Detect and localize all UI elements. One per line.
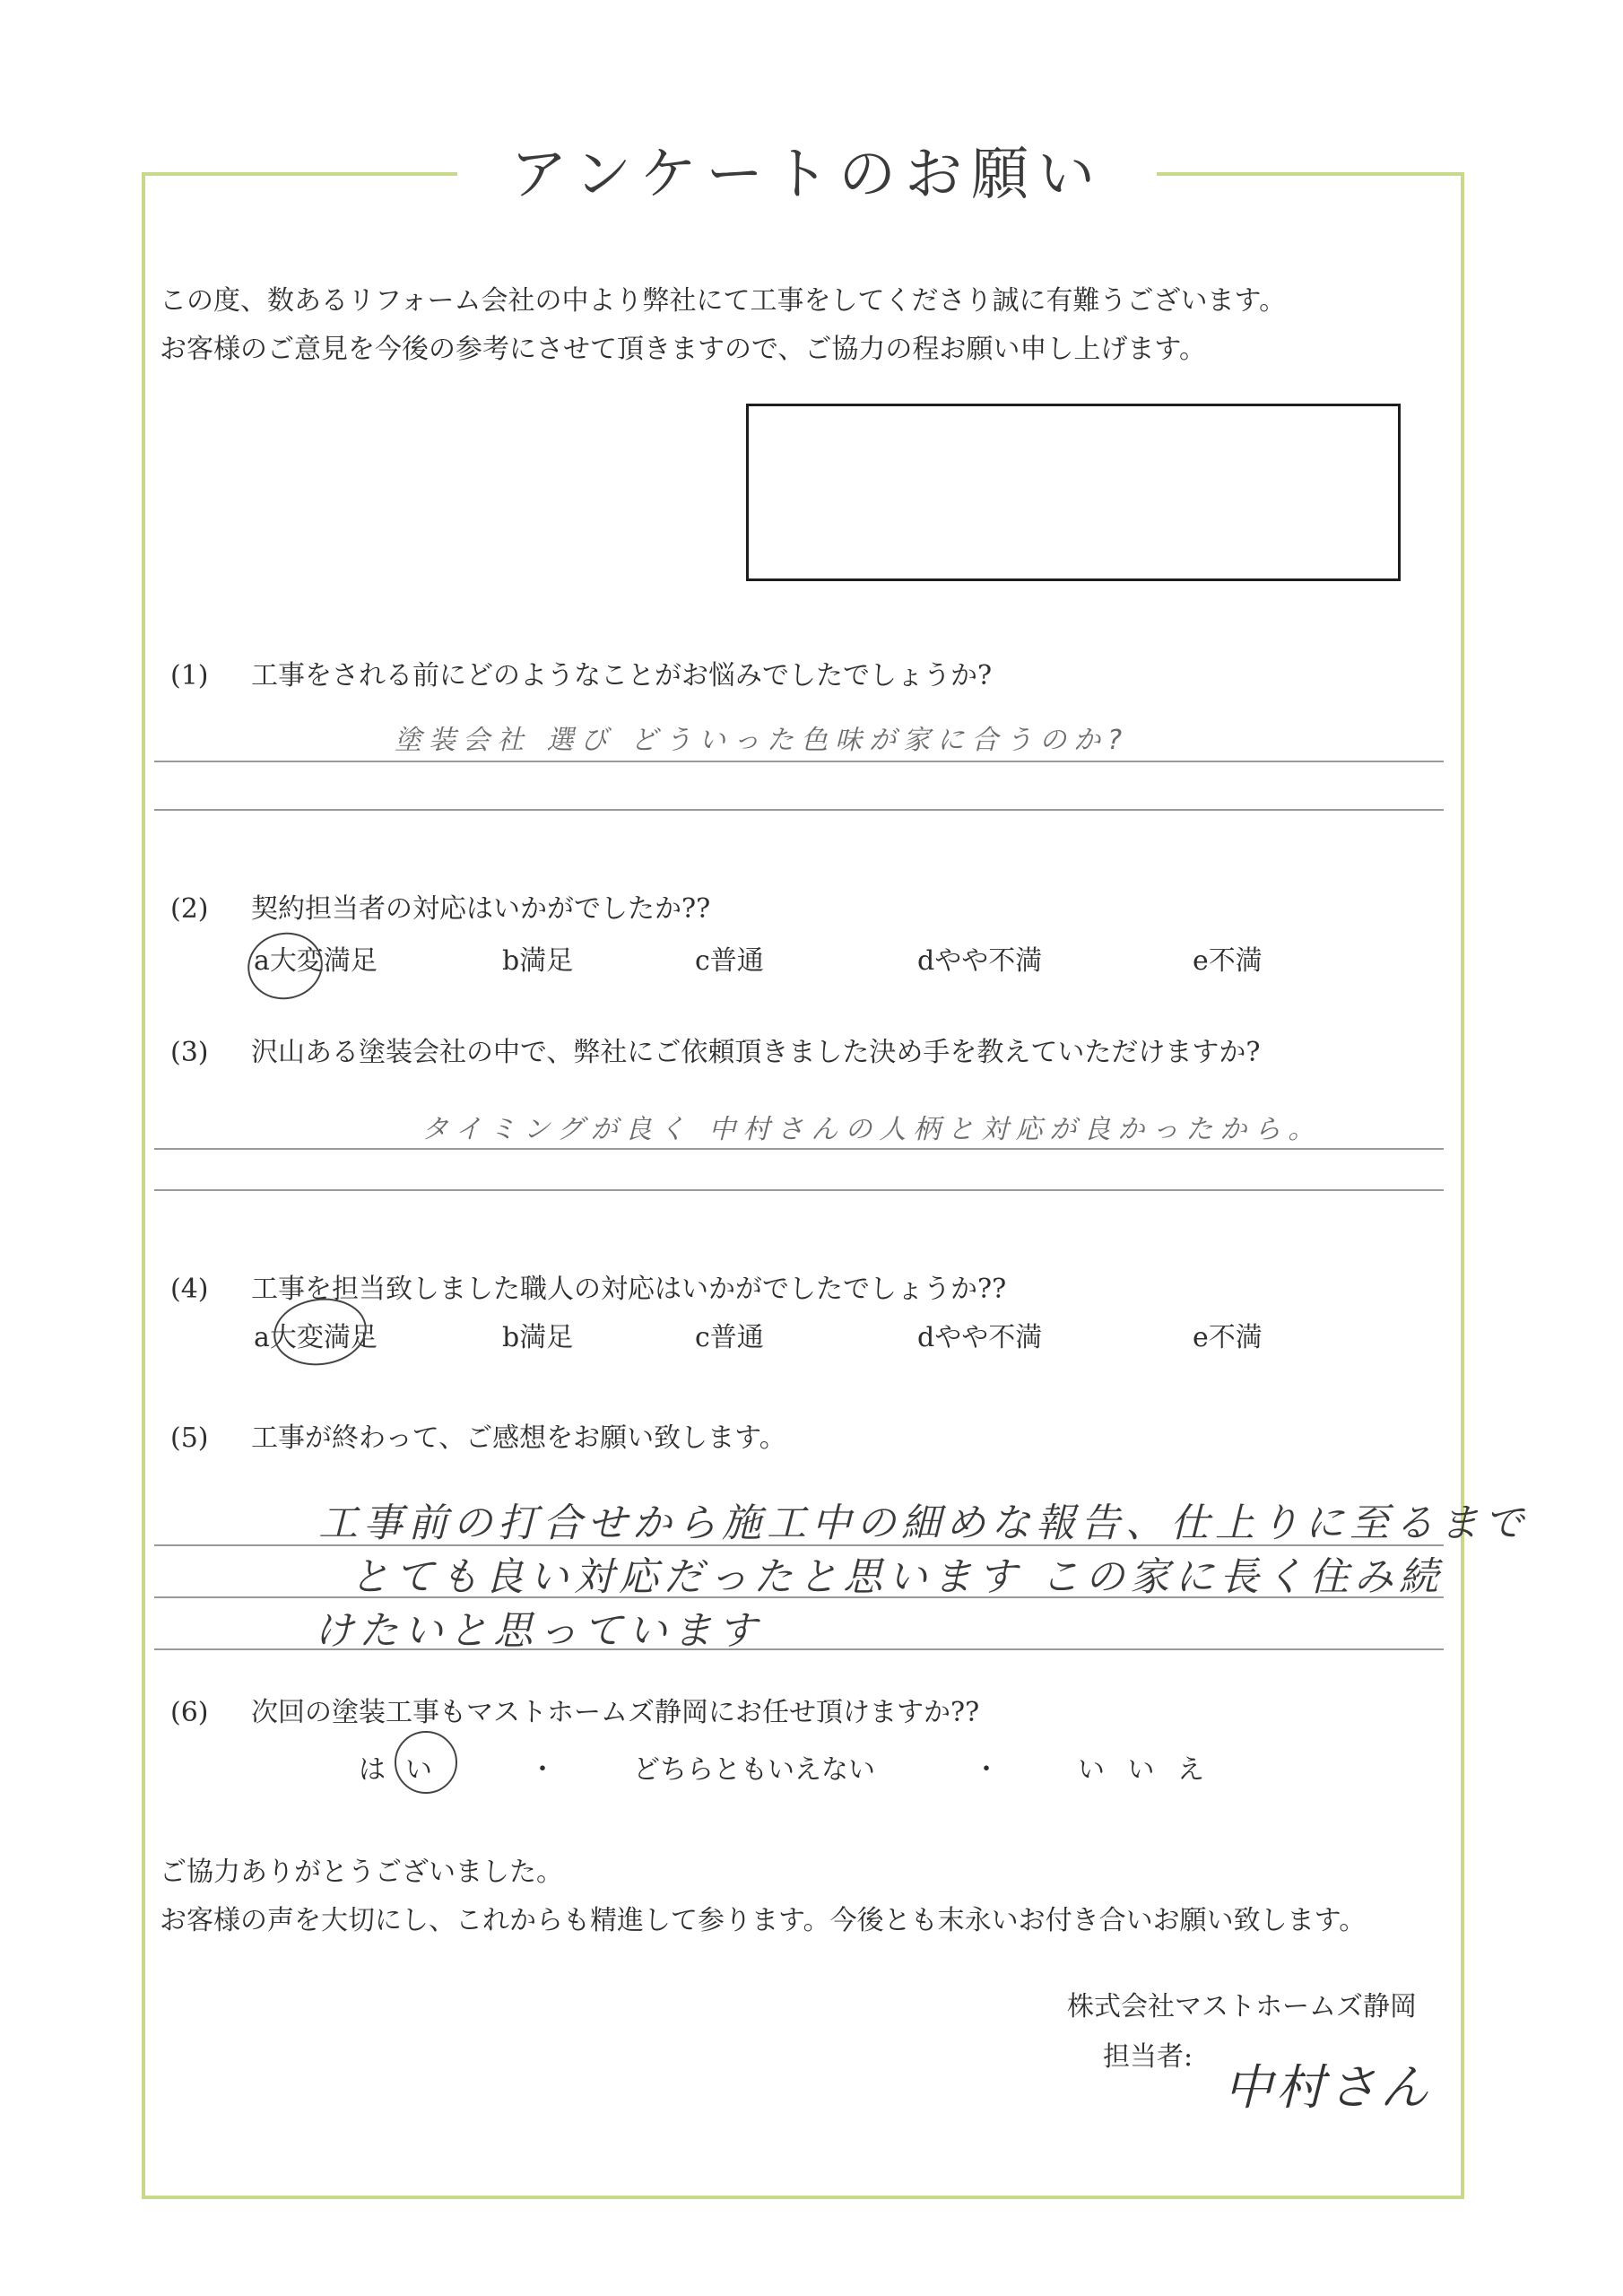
question-text: 沢山ある塗装会社の中で、弊社にご依頼頂きました決め手を教えていただけますか? bbox=[251, 1037, 1261, 1068]
q6-option-no[interactable]: い い え bbox=[1078, 1754, 1212, 1786]
answer-q5-line-3: けたいと思っています bbox=[314, 1608, 762, 1654]
question-number: (3) bbox=[170, 1037, 209, 1068]
answer-q3: タイミングが良く 中村さんの人柄と対応が良かったから。 bbox=[421, 1114, 1323, 1145]
question-6 bbox=[170, 1690, 979, 1729]
answer-line bbox=[154, 1648, 1444, 1650]
answer-line bbox=[154, 1148, 1444, 1150]
redacted-box bbox=[746, 404, 1401, 581]
answer-q5-line-1: 工事前の打合せから施工中の細めな報告、仕上りに至るまで bbox=[318, 1500, 1529, 1546]
question-2 bbox=[170, 886, 710, 926]
closing-line-2: お客様の声を大切にし、これからも精進して参ります。今後とも末永いお付き合いお願い致します。 bbox=[160, 1905, 1367, 1936]
answer-q5-line-2: とても良い対応だったと思います この家に長く住み続 bbox=[350, 1554, 1444, 1600]
staff-label: 担当者: bbox=[1103, 2041, 1193, 2073]
question-number: (5) bbox=[170, 1422, 209, 1454]
answer-line bbox=[154, 1544, 1444, 1546]
q6-separator: ・ bbox=[529, 1754, 556, 1786]
question-number: (4) bbox=[170, 1274, 209, 1305]
question-number: (6) bbox=[170, 1697, 209, 1728]
answer-line bbox=[154, 1189, 1444, 1191]
question-text: 契約担当者の対応はいかがでしたか?? bbox=[251, 893, 711, 925]
company-name: 株式会社マストホームズ静岡 bbox=[1067, 1991, 1417, 2022]
page-title: アンケートのお願い bbox=[457, 135, 1157, 215]
q6-option-neither[interactable]: どちらともいえない bbox=[633, 1754, 875, 1786]
answer-line bbox=[154, 809, 1444, 811]
question-3 bbox=[170, 1030, 1260, 1069]
closing-line-1: ご協力ありがとうございました。 bbox=[160, 1857, 563, 1888]
answer-line bbox=[154, 1596, 1444, 1598]
q6-option-yes[interactable]: はい bbox=[359, 1754, 452, 1786]
answer-line bbox=[154, 761, 1444, 762]
question-number: (2) bbox=[170, 893, 209, 925]
question-5 bbox=[170, 1415, 786, 1455]
q4-option-c[interactable]: c普通 bbox=[695, 1322, 764, 1353]
q6-separator: ・ bbox=[973, 1754, 1000, 1786]
q4-option-d[interactable]: dやや不満 bbox=[917, 1322, 1043, 1353]
question-1 bbox=[170, 653, 992, 692]
question-text: 工事が終わって、ご感想をお願い致します。 bbox=[251, 1422, 786, 1454]
intro-line-1: この度、数あるリフォーム会社の中より弊社にて工事をしてくださり誠に有難うございます。 bbox=[160, 285, 1287, 317]
q4-option-b[interactable]: b満足 bbox=[502, 1322, 574, 1353]
question-text: 工事をされる前にどのようなことがお悩みでしたでしょうか? bbox=[251, 660, 993, 691]
question-text: 次回の塗装工事もマストホームズ静岡にお任せ頂けますか?? bbox=[251, 1697, 980, 1728]
intro-line-2: お客様のご意見を今後の参考にさせて頂きますので、ご協力の程お願い申し上げます。 bbox=[160, 334, 1206, 365]
q2-option-d[interactable]: dやや不満 bbox=[917, 945, 1043, 977]
q2-option-a[interactable]: a大変満足 bbox=[254, 945, 378, 977]
question-4 bbox=[170, 1266, 1006, 1306]
q2-option-c[interactable]: c普通 bbox=[695, 945, 764, 977]
answer-q1: 塗装会社 選び どういった色味が家に合うのか? bbox=[395, 725, 1129, 756]
question-number: (1) bbox=[170, 660, 209, 691]
question-text: 工事を担当致しました職人の対応はいかがでしたでしょうか?? bbox=[251, 1274, 1007, 1305]
q4-option-e[interactable]: e不満 bbox=[1193, 1322, 1263, 1353]
staff-signature: 中村さん bbox=[1224, 2059, 1432, 2116]
q6-selection-circle bbox=[395, 1731, 457, 1794]
q2-option-b[interactable]: b満足 bbox=[502, 945, 574, 977]
q4-option-a[interactable]: a大変満足 bbox=[254, 1322, 378, 1353]
q2-option-e[interactable]: e不満 bbox=[1193, 945, 1263, 977]
